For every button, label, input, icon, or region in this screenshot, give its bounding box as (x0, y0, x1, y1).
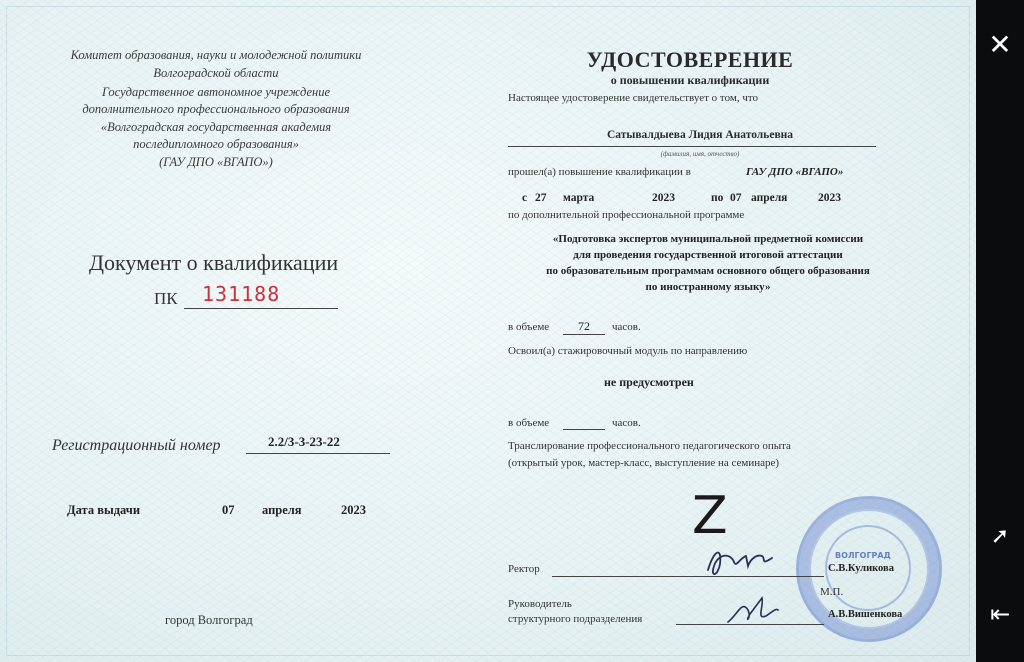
hours-label: часов. (612, 321, 641, 333)
program-line: «Подготовка экспертов муниципальной предметной комиссии (552, 233, 864, 245)
volume2-label: в объеме (508, 417, 550, 429)
reg-label: Регистрационный номер (52, 437, 221, 454)
head-name: А.В.Вишенкова (828, 609, 903, 620)
viewer-sidebar (976, 0, 1024, 662)
institution: ГАУ ДПО «ВГАПО» (746, 166, 844, 178)
issue-day: 07 (222, 503, 235, 517)
rector-label: Ректор (508, 563, 540, 575)
to-month: апреля (751, 192, 788, 204)
program-line: по иностранному языку» (645, 281, 771, 293)
issuer-line: дополнительного профессионального образования (82, 102, 350, 116)
program-line: для проведения государственной итоговой аттестации (573, 249, 843, 261)
module-text: Освоил(а) стажировочный модуль по направлению (508, 345, 748, 357)
broadcast-line: Транслирование профессионального педагогического опыта (508, 440, 791, 452)
passed-text: прошел(а) повышение квалификации в (508, 166, 691, 178)
issue-year: 2023 (341, 503, 366, 517)
broadcast-line: (открытый урок, мастер-класс, выступление на семинаре) (508, 457, 780, 469)
to-day: 07 (730, 192, 742, 204)
from-label: с (522, 192, 528, 204)
volume2-underline (563, 429, 605, 430)
volume-underline (563, 334, 605, 335)
document-title: Документ о квалификации (89, 250, 339, 275)
rector-name: С.В.Куликова (828, 563, 894, 574)
close-icon[interactable]: ✕ (988, 28, 1012, 61)
certificate-title: УДОСТОВЕРЕНИЕ (586, 47, 794, 72)
issuer-line: последипломного образования» (133, 137, 299, 151)
volume-label: в объеме (508, 321, 550, 333)
pk-number: 131188 (202, 282, 281, 306)
issuer-line: Волгоградской области (153, 66, 279, 80)
volume-hours: 72 (578, 319, 590, 333)
rector-signature (700, 540, 780, 582)
issue-month: апреля (262, 503, 302, 517)
head-label: Руководитель (508, 598, 572, 610)
certificate-subtitle: о повышении квалификации (610, 73, 770, 87)
to-year: 2023 (818, 192, 841, 204)
program-label: по дополнительной профессиональной программе (508, 209, 745, 221)
name-underline (508, 146, 876, 147)
head-signature (722, 590, 782, 630)
intro-text: Настоящее удостоверение свидетельствует о том, что (508, 92, 759, 104)
head-label: структурного подразделения (508, 613, 643, 625)
from-month: марта (563, 192, 595, 204)
issuer-line: Государственное автономное учреждение (101, 85, 331, 99)
module-value: не предусмотрен (604, 375, 694, 389)
issuer-line: (ГАУ ДПО «ВГАПО») (159, 155, 273, 169)
city: город Волгоград (165, 613, 253, 627)
pk-underline (184, 308, 338, 309)
collapse-icon[interactable]: ⇤ (989, 600, 1011, 628)
hours2-label: часов. (612, 417, 641, 429)
seal-text: ВОЛГОГРАД (835, 551, 891, 560)
rector-underline (552, 576, 824, 577)
reg-number: 2.2/3-3-23-22 (268, 434, 340, 449)
recipient-name: Сатывалдыева Лидия Анатольевна (606, 129, 794, 141)
issue-label: Дата выдачи (67, 503, 141, 517)
from-year: 2023 (652, 192, 675, 204)
mp-label: М.П. (820, 586, 844, 598)
from-day: 27 (535, 192, 547, 204)
pk-label: ПК (154, 289, 178, 308)
program-line: по образовательным программам основного общего образования (546, 265, 870, 277)
name-caption: (фамилия, имя, отчество) (660, 150, 740, 158)
to-label: по (711, 192, 724, 204)
arrow-icon[interactable]: ➚ (990, 524, 1010, 549)
z-mark: Z (692, 486, 728, 546)
issuer-line: Комитет образования, науки и молодежной политики (70, 48, 362, 62)
reg-underline (246, 453, 390, 454)
issuer-line: «Волгоградская государственная академия (100, 120, 332, 134)
